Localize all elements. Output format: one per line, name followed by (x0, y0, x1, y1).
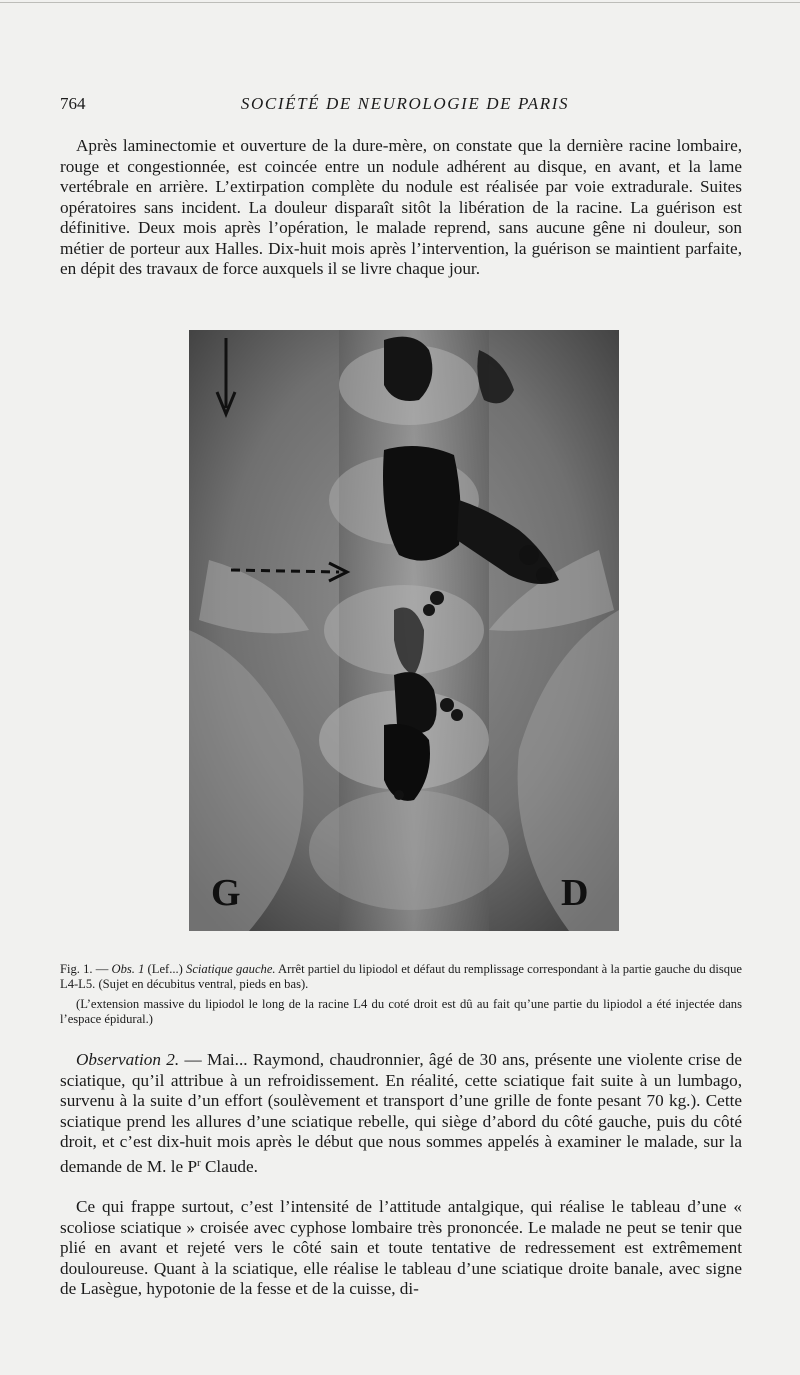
contrast-main-column (383, 446, 461, 561)
body-paragraph-3: Ce qui frappe surtout, c’est l’intensité de l’attitude antalgique, qui réalise le tableau d’une « scoliose sciatique » croisée avec cyphose lombaire très prononcée. Le malade ne peut se tenir que plié en avant et rejeté vers le côté sain et toute tentative de redressement est extrêmement douloureuse. Quant à la sciatique, elle réalise le tableau d’une sciatique droite banale, avec signe de Lasègue, hypotonie de la fesse et de la cuisse, di- (60, 1197, 742, 1298)
caption-text: Arrêt partiel du lipiodol et défaut du remplissage correspondant à la partie gauche du disque L4-L5. (Sujet en décubitus ventral, pieds en bas). (60, 962, 742, 991)
page-number: 764 (60, 94, 86, 113)
observation-text: — Mai... Raymond, chaudronnier, âgé de 30 ans, présente une violente crise de sciatique, qu’il attribue à un refroidissement. En réalité, cette sciatique fait suite à un lumbago, survenu à la suite d’un effort (soulèvement et transport d’une grille de fonte pesant 70 kg.). Cette sciatique prend les allures d’une sciatique rebelle, qui siège d’abord du côté gauche, puis du côté droit, et c’est dix-huit mois après le début que nous sommes appelés à examiner le malade, sur la demande de M. le (60, 1050, 742, 1176)
top-rule (0, 2, 800, 3)
sacrum (309, 790, 509, 910)
figure-caption-note: (L’extension massive du lipiodol le long de la racine L4 du coté droit est dû au fait qu’une partie du lipiodol a été injectée dans l’espace épidural.) (60, 997, 742, 1026)
contrast-blob (394, 790, 404, 800)
contrast-blob (451, 709, 463, 721)
contrast-blob (423, 604, 435, 616)
title-professor-sup: r (197, 1156, 201, 1169)
contrast-blob (519, 545, 539, 565)
radiograph-figure (189, 330, 619, 931)
observation-label: Observation 2. (76, 1050, 180, 1069)
running-head (60, 94, 750, 118)
observation-text-end: Claude. (200, 1156, 258, 1176)
radiograph-image (189, 330, 619, 931)
left-side-marker: G (211, 872, 241, 914)
contrast-blob (430, 591, 444, 605)
figure-caption (60, 962, 742, 991)
contrast-upper (384, 337, 432, 401)
caption-patient: (Lef...) (144, 962, 187, 976)
body-paragraph-2 (60, 1050, 742, 1177)
contrast-blob (440, 698, 454, 712)
caption-obs: Obs. 1 (111, 962, 145, 976)
journal-title: SOCIÉTÉ DE NEUROLOGIE DE PARIS (240, 94, 570, 113)
title-professor: P (187, 1156, 197, 1176)
caption-diagnosis: Sciatique gauche. (186, 962, 276, 976)
caption-label: Fig. 1. — (60, 962, 112, 976)
contrast-blob (536, 567, 552, 583)
right-side-marker: D (561, 872, 589, 914)
body-paragraph-1: Après laminectomie et ouverture de la dure-mère, on constate que la dernière racine lombaire, rouge et congestionnée, est coincée entre un nodule adhérent au disque, en avant, et la lame vertébrale en arrière. L’extirpation complète du nodule est réalisée par voie extradurale. Suites opératoires sans incident. La douleur disparaît sitôt la libération de la racine. La guérison est définitive. Deux mois après l’opération, le malade reprend, sans aucune gêne ni douleur, son métier de porteur aux Halles. Dix-huit mois après l’intervention, la guérison se maintient parfaite, en dépit des travaux de force auxquels il se livre chaque jour. (60, 136, 742, 278)
